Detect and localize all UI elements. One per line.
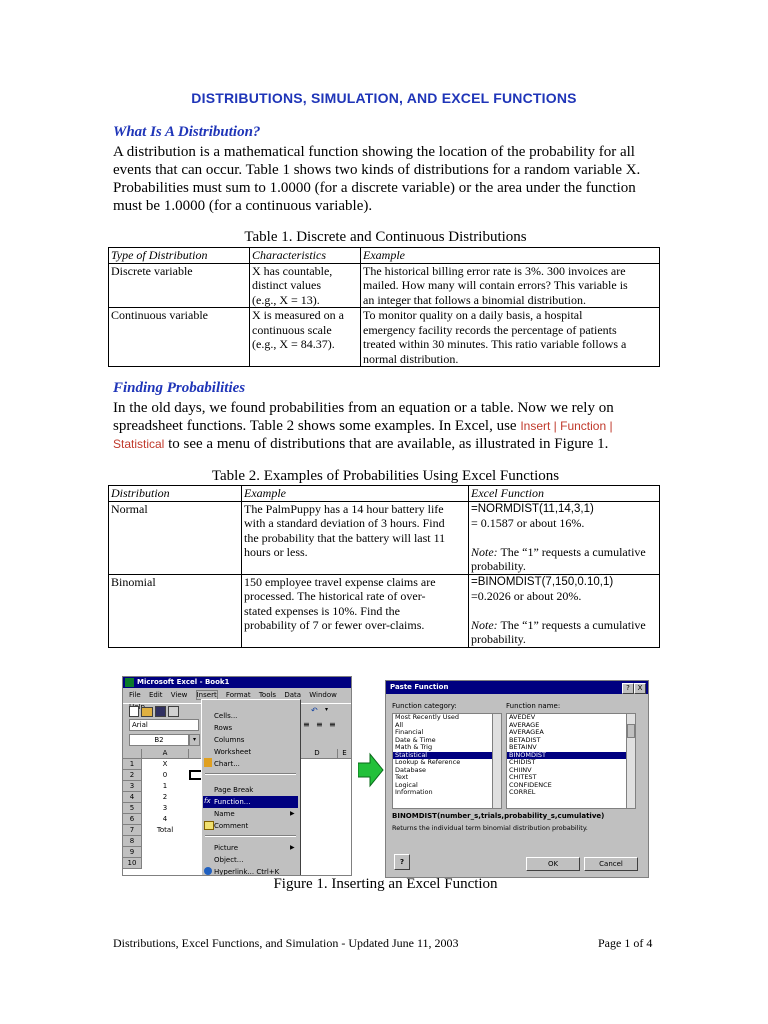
menu-item-rows[interactable]: Rows (214, 724, 233, 732)
cell-line: with a standard deviation of 3 hours. Find (244, 516, 445, 530)
note-text: The “1” requests a cumulative (497, 544, 646, 559)
menu-separator (205, 773, 296, 775)
function-signature: BINOMDIST(number_s,trials,probability_s,cumulative) (392, 812, 605, 820)
table-cell (361, 308, 660, 367)
cell-a[interactable]: 4 (162, 815, 168, 823)
cell-a[interactable]: 3 (162, 804, 168, 812)
cell-line: The historical billing error rate is 3%. 300 invoices are (363, 263, 626, 278)
column-header[interactable]: A (142, 749, 189, 759)
menu-item-chart[interactable]: Chart... (214, 760, 240, 768)
table-header-row (109, 486, 660, 502)
table2-caption: Table 2. Examples of Probabilities Using Excel Functions (211, 468, 560, 484)
cell-line: continuous scale (252, 322, 332, 337)
cell-line: an integer that follows a binomial distribution. (363, 292, 586, 307)
row-header[interactable]: 1 (123, 759, 142, 770)
cell-line: To monitor quality on a daily basis, a hospital (363, 308, 583, 322)
table-header-cell: Example (242, 486, 469, 502)
table1 (108, 247, 660, 367)
note-label: Note: (471, 544, 498, 559)
menu-item-object[interactable]: Object... (214, 856, 244, 864)
cell-note (471, 618, 657, 633)
menu-view[interactable]: View (170, 691, 188, 699)
cell-a[interactable]: 2 (162, 793, 168, 801)
function-name-item[interactable]: CONFIDENCE (509, 780, 552, 789)
new-file-icon[interactable] (129, 706, 139, 717)
table1-caption: Table 1. Discrete and Continuous Distributions (244, 229, 527, 245)
excel-title-bar: Microsoft Excel - Book1 (123, 677, 351, 688)
category-item[interactable]: Financial (395, 728, 424, 736)
cell-line: X is measured on a (252, 308, 344, 322)
table2 (108, 485, 660, 648)
paragraph-line: A distribution is a mathematical function showing the location of the probability for all (113, 144, 635, 160)
excel-window-screenshot (122, 676, 352, 876)
category-item[interactable]: Most Recently Used (395, 713, 460, 721)
function-name-items (507, 714, 635, 797)
menu-item-comment[interactable]: Comment (214, 822, 249, 830)
table-header-cell: Example (361, 248, 660, 264)
help-button[interactable]: ? (622, 683, 634, 694)
insert-menu-dropdown (201, 699, 301, 876)
cell-note (471, 545, 657, 560)
cell-line: 150 employee travel expense claims are (244, 574, 436, 589)
paragraph-line: Probabilities must sum to 1.0000 (for a discrete variable) or the area under the function (113, 180, 636, 196)
section-heading-distribution: What Is A Distribution? (113, 124, 261, 140)
category-item[interactable]: All (395, 720, 404, 729)
row-header[interactable]: 7 (123, 825, 142, 836)
menu-format[interactable]: Format (225, 691, 251, 699)
cell-spacer (471, 531, 657, 545)
green-arrow-icon (358, 752, 384, 788)
submenu-arrow-icon: ▶ (290, 810, 295, 817)
table-header-cell: Excel Function (469, 486, 660, 502)
table-header-cell: Type of Distribution (109, 248, 250, 264)
table-cell: Discrete variable (109, 263, 250, 308)
cancel-button[interactable]: Cancel (584, 857, 638, 871)
dialog-title-bar: Paste Function (386, 681, 648, 694)
cell-line: emergency facility records the percentage of patients (363, 322, 617, 337)
section-heading-finding: Finding Probabilities (113, 380, 246, 396)
comment-icon (204, 821, 214, 830)
cell-line: probability. (471, 632, 526, 646)
column-header[interactable]: E (338, 749, 352, 759)
excel-formula: =NORMDIST(11,14,3,1) (471, 502, 594, 515)
submenu-arrow-icon: ▶ (290, 844, 295, 851)
menu-tools[interactable]: Tools (258, 691, 277, 699)
table-row (109, 574, 660, 647)
cell-a[interactable] (142, 847, 188, 857)
category-item[interactable]: Database (395, 765, 427, 774)
cell-a[interactable]: X (162, 760, 168, 768)
menu-insert[interactable]: Insert (196, 691, 217, 699)
cell-a[interactable]: Total (156, 826, 174, 834)
scroll-thumb[interactable] (627, 724, 635, 738)
table-cell (242, 501, 469, 574)
category-label: Function category: (392, 702, 457, 710)
menu-separator (205, 835, 296, 837)
row-header[interactable]: 8 (123, 836, 142, 847)
cell-line: normal distribution. (363, 351, 459, 366)
ok-button[interactable]: OK (526, 857, 580, 871)
cell-line: (e.g., X = 13). (252, 292, 320, 307)
cell-line: mailed. How many will contain errors? This variable is (363, 278, 628, 292)
function-name-label: Function name: (506, 702, 561, 710)
cell-a[interactable] (142, 836, 188, 846)
paragraph-line (113, 435, 658, 453)
row-header[interactable]: 10 (123, 858, 142, 869)
function-name-item[interactable]: BETAINV (509, 743, 537, 751)
section1-paragraph (113, 143, 658, 215)
chart-icon (204, 758, 212, 767)
table-cell (242, 574, 469, 647)
cell-line: X has countable, (252, 263, 333, 278)
print-icon[interactable] (168, 706, 179, 717)
undo-icon[interactable]: ↶ (311, 706, 318, 715)
function-name-item[interactable]: CHITEST (509, 773, 537, 781)
cell-line: the probability that the battery will last 11 (244, 530, 446, 545)
close-button[interactable]: X (634, 683, 646, 694)
menu-window[interactable]: Window (309, 691, 337, 699)
menu-item-hyperlink[interactable]: Hyperlink... Ctrl+K (214, 868, 280, 876)
save-icon[interactable] (155, 706, 166, 717)
menu-path: Statistical (113, 437, 165, 451)
excel-formula: =BINOMDIST(7,150,0.10,1) (471, 575, 614, 588)
open-folder-icon[interactable] (141, 707, 153, 717)
paragraph-text: to see a menu of distributions that are available, as illustrated in Figure 1. (164, 436, 609, 452)
section2-paragraph (113, 399, 658, 453)
row-header[interactable]: 3 (123, 781, 142, 792)
cell-line: stated expenses is 10%. Find the (244, 603, 400, 618)
category-item[interactable]: Logical (395, 780, 418, 789)
category-item[interactable]: Lookup & Reference (395, 758, 461, 766)
category-item[interactable]: Text (395, 773, 409, 781)
name-box-dropdown-icon[interactable]: ▾ (189, 734, 200, 746)
menu-item-name[interactable]: Name (214, 810, 235, 818)
menu-edit[interactable]: Edit (148, 691, 163, 699)
paragraph-line: must be 1.0000 (for a continuous variable). (113, 198, 373, 214)
category-items (393, 714, 501, 797)
cell-line: =0.2026 or about 20%. (471, 589, 582, 603)
table-header-cell: Characteristics (250, 248, 361, 264)
font-select[interactable]: Arial (129, 719, 199, 731)
function-fx-icon: fx (204, 797, 211, 805)
column-header[interactable]: D (297, 749, 338, 759)
dropdown-arrow-icon[interactable]: ▾ (325, 706, 329, 713)
menu-item-cells[interactable]: Cells... (214, 712, 238, 720)
note-text: The “1” requests a cumulative (497, 617, 646, 632)
menu-item-worksheet[interactable]: Worksheet (214, 748, 252, 756)
cell-a[interactable]: 1 (162, 782, 168, 790)
row-header[interactable]: 4 (123, 792, 142, 803)
table-cell (361, 263, 660, 308)
footer-page-number: Page 1 of 4 (598, 936, 653, 950)
table-cell: Normal (109, 501, 242, 574)
cell-line: probability. (471, 559, 526, 573)
align-icon[interactable]: ≡ (303, 720, 310, 729)
table-cell (250, 263, 361, 308)
function-name-item[interactable]: AVERAGEA (509, 728, 544, 736)
function-scrollbar[interactable] (626, 714, 635, 808)
row-header[interactable]: 9 (123, 847, 142, 858)
menu-path: Insert | Function | (520, 419, 613, 433)
table-cell (469, 574, 660, 647)
category-item[interactable]: Statistical (393, 752, 501, 760)
menu-item-picture[interactable]: Picture (214, 844, 239, 852)
function-name-item[interactable]: CHIDIST (509, 758, 536, 766)
table-cell: Continuous variable (109, 308, 250, 367)
cell-line: processed. The historical rate of over- (244, 589, 426, 603)
align-right-icon[interactable]: ≡ (329, 720, 336, 729)
table-cell (250, 308, 361, 367)
paragraph-line (113, 417, 658, 435)
function-description: Returns the individual term binomial distribution probability. (392, 824, 588, 832)
office-assistant-icon[interactable]: ? (394, 854, 410, 870)
footer-left: Distributions, Excel Functions, and Simulation - Updated June 11, 2003 (113, 936, 459, 950)
category-item[interactable]: Math & Trig (395, 743, 433, 751)
cell-a[interactable]: 0 (162, 771, 168, 779)
paragraph-line: events that can occur. Table 1 shows two kinds of distributions for a random variable X. (113, 162, 641, 178)
excel-app-icon (125, 678, 134, 687)
paragraph-text: spreadsheet functions. Table 2 shows some examples. In Excel, use (113, 418, 521, 434)
cell-line: (e.g., X = 84.37). (252, 337, 335, 351)
category-list[interactable] (392, 713, 502, 809)
table-cell (469, 501, 660, 574)
figure-caption: Figure 1. Inserting an Excel Function (273, 876, 498, 892)
function-name-item[interactable]: CORREL (509, 788, 536, 796)
hyperlink-globe-icon (204, 867, 212, 875)
function-name-item[interactable]: BETADIST (509, 735, 541, 744)
category-item[interactable]: Date & Time (395, 735, 436, 744)
cell-line: probability of 7 or fewer over-claims. (244, 618, 425, 632)
table-header-cell: Distribution (109, 486, 242, 502)
cell-line: The PalmPuppy has a 14 hour battery life (244, 501, 444, 516)
select-all-corner[interactable] (123, 749, 142, 759)
cell-spacer (471, 604, 657, 618)
cell-line: treated within 30 minutes. This ratio variable follows a (363, 337, 627, 351)
function-name-item[interactable]: CHIINV (509, 765, 532, 774)
function-name-item[interactable]: BINOMDIST (507, 752, 635, 760)
row-header[interactable]: 6 (123, 814, 142, 825)
note-label: Note: (471, 617, 498, 632)
cell-line: hours or less. (244, 545, 308, 559)
menu-data[interactable]: Data (284, 691, 302, 699)
function-name-item[interactable]: AVEDEV (509, 713, 536, 721)
menu-item-page-break[interactable]: Page Break (214, 786, 254, 794)
page-title: DISTRIBUTIONS, SIMULATION, AND EXCEL FUNCTIONS (191, 90, 577, 106)
category-scrollbar[interactable] (492, 714, 501, 808)
paragraph-line: In the old days, we found probabilities from an equation or a table. Now we rely on (113, 400, 614, 416)
row-header[interactable]: 2 (123, 770, 142, 781)
table-cell: Binomial (109, 574, 242, 647)
paste-function-dialog (385, 680, 649, 878)
menu-file[interactable]: File (129, 691, 141, 699)
table-row (109, 308, 660, 367)
menu-item-function[interactable]: Function... (203, 796, 298, 808)
name-box[interactable]: B2 (129, 734, 189, 746)
table-row (109, 501, 660, 574)
cell-a[interactable] (142, 858, 188, 868)
cell-line: distinct values (252, 278, 321, 292)
table-row (109, 263, 660, 308)
function-name-item[interactable]: AVERAGE (509, 720, 540, 729)
row-header[interactable]: 5 (123, 803, 142, 814)
table-header-row (109, 248, 660, 264)
menu-item-columns[interactable]: Columns (214, 736, 245, 744)
center-icon[interactable]: ≡ (316, 720, 323, 729)
cell-line: = 0.1587 or about 16%. (471, 516, 585, 530)
category-item[interactable]: Information (395, 788, 433, 796)
function-name-list[interactable] (506, 713, 636, 809)
